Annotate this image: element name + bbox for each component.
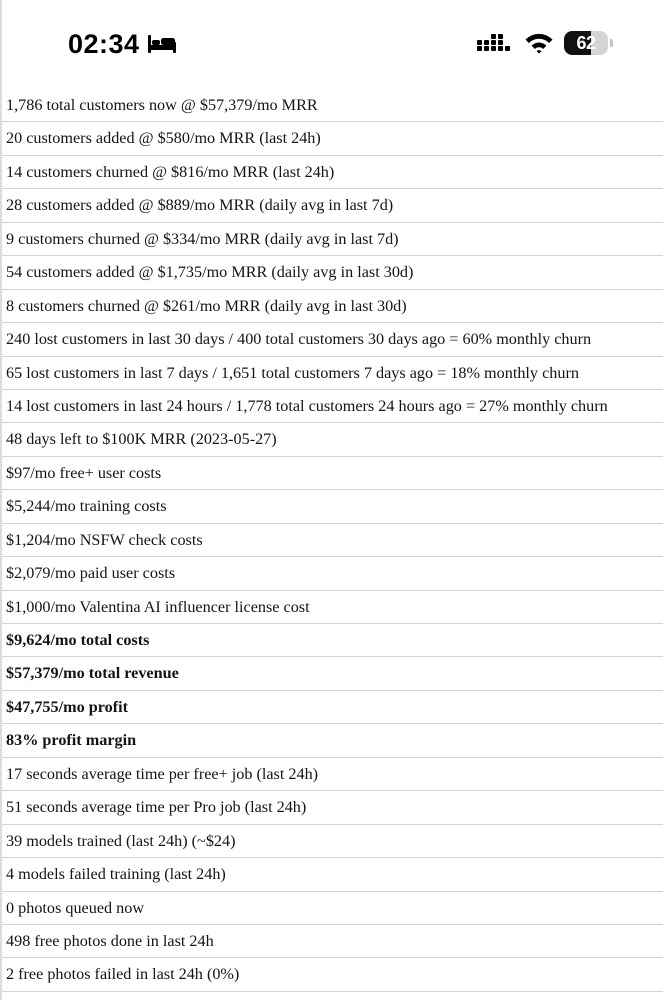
stat-row: $97/mo free+ user costs [2, 457, 663, 490]
stat-row: 4 models failed training (last 24h) [2, 858, 663, 891]
stat-row: 20 customers added @ $580/mo MRR (last 24h) [2, 122, 663, 155]
stat-row: 83% profit margin [2, 724, 663, 757]
status-time-group [68, 27, 177, 61]
stat-row: 14 customers churned @ $816/mo MRR (last 24h) [2, 156, 663, 189]
bed-icon [147, 33, 177, 55]
stats-list [2, 89, 663, 992]
stat-row: $2,079/mo paid user costs [2, 557, 663, 590]
stat-row: 65 lost customers in last 7 days / 1,651 total customers 7 days ago = 18% monthly churn [2, 357, 663, 390]
battery-icon [564, 31, 608, 55]
signal-icon [476, 32, 510, 54]
stat-row: $57,379/mo total revenue [2, 657, 663, 690]
stat-row: 8 customers churned @ $261/mo MRR (daily avg in last 30d) [2, 290, 663, 323]
stat-row: 14 lost customers in last 24 hours / 1,778 total customers 24 hours ago = 27% monthly churn [2, 390, 663, 423]
stat-row: 17 seconds average time per free+ job (last 24h) [2, 758, 663, 791]
status-bar [0, 0, 669, 88]
stat-row: 240 lost customers in last 30 days / 400 total customers 30 days ago = 60% monthly churn [2, 323, 663, 356]
stat-row: $9,624/mo total costs [2, 624, 663, 657]
stat-row: 48 days left to $100K MRR (2023-05-27) [2, 423, 663, 456]
stat-row: 498 free photos done in last 24h [2, 925, 663, 958]
battery-level: 62 [576, 32, 596, 53]
status-indicators [476, 28, 613, 58]
stat-row: 9 customers churned @ $334/mo MRR (daily avg in last 7d) [2, 223, 663, 256]
stat-row: 0 photos queued now [2, 892, 663, 925]
battery-cap [610, 39, 613, 47]
stat-row: $1,204/mo NSFW check costs [2, 524, 663, 557]
stat-row: 2 free photos failed in last 24h (0%) [2, 958, 663, 991]
stat-row: 1,786 total customers now @ $57,379/mo MRR [2, 89, 663, 122]
stat-row: 39 models trained (last 24h) (~$24) [2, 825, 663, 858]
stat-row: $5,244/mo training costs [2, 490, 663, 523]
status-time: 02:34 [68, 28, 140, 59]
stat-row: 54 customers added @ $1,735/mo MRR (daily avg in last 30d) [2, 256, 663, 289]
stat-row: $47,755/mo profit [2, 691, 663, 724]
stat-row: 28 customers added @ $889/mo MRR (daily avg in last 7d) [2, 189, 663, 222]
stat-row: 51 seconds average time per Pro job (last 24h) [2, 791, 663, 824]
stat-row: $1,000/mo Valentina AI influencer license cost [2, 591, 663, 624]
wifi-icon [524, 32, 554, 54]
